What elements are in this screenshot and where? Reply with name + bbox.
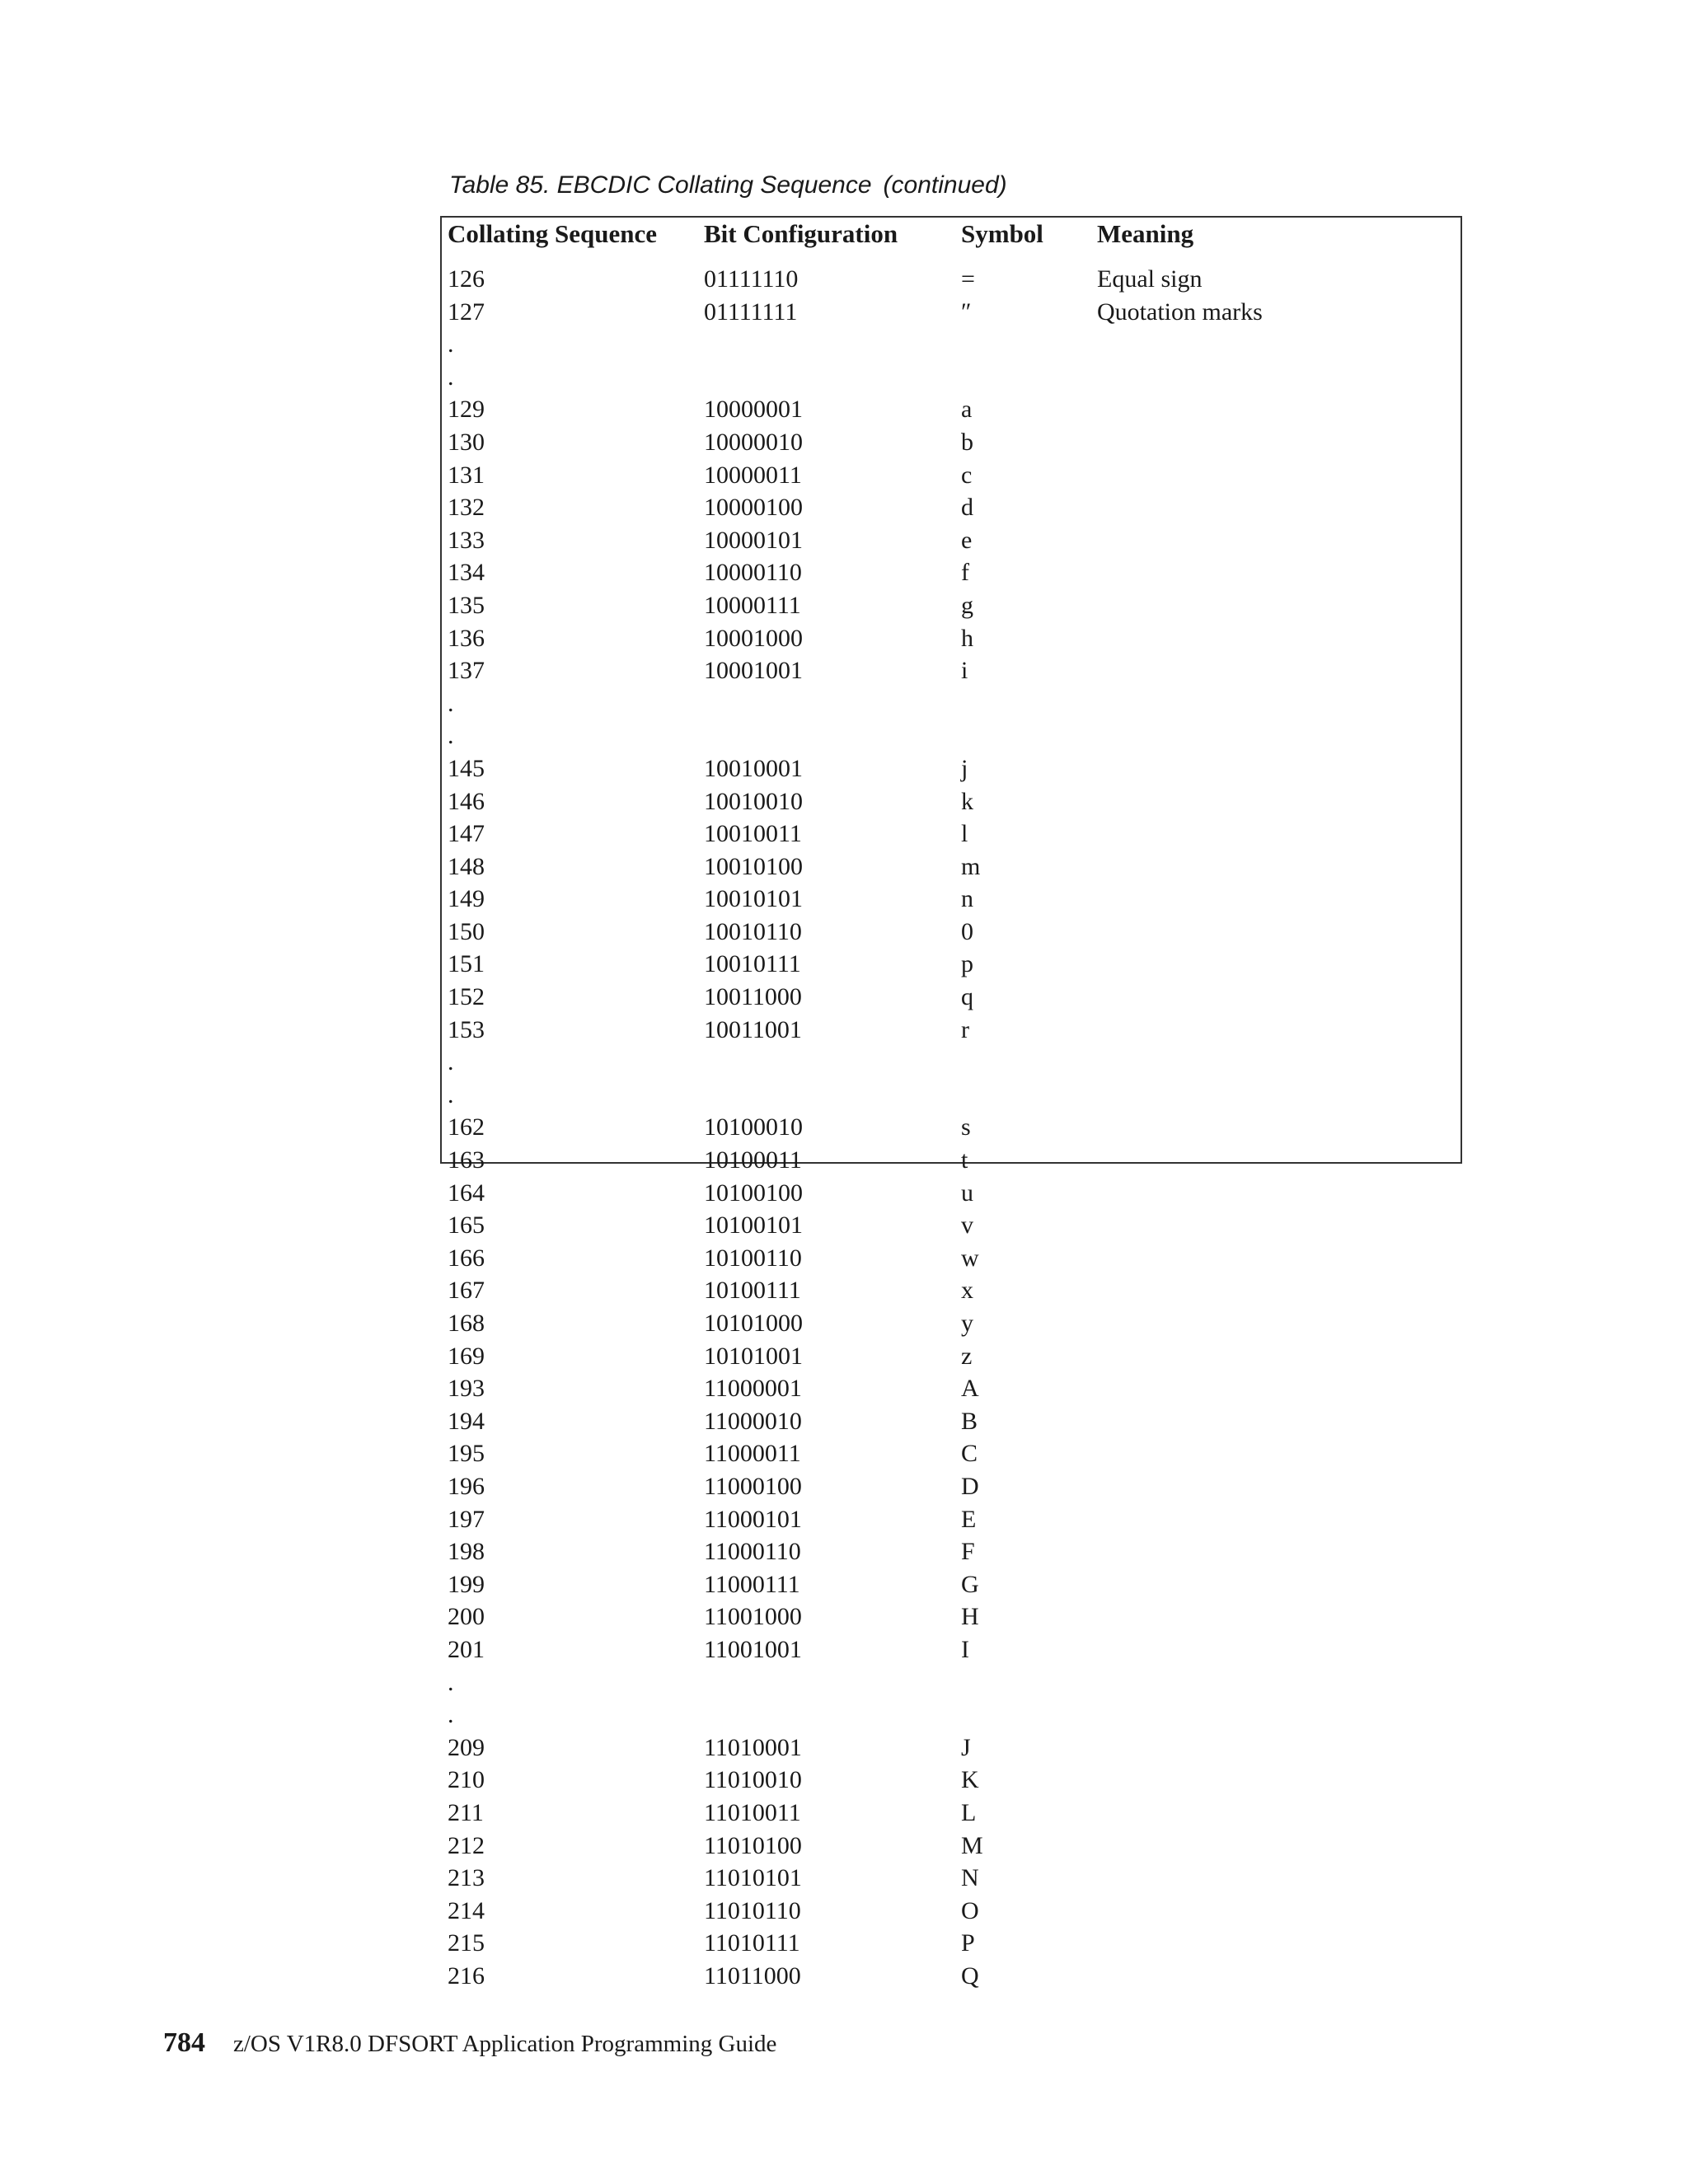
cell-bit-configuration: 10010010 (704, 787, 803, 815)
cell-collating-sequence: 132 (448, 494, 485, 522)
table-header-row (442, 218, 1461, 267)
table-row (442, 1862, 1461, 1895)
table-row (442, 556, 1461, 589)
cell-bit-configuration: 10010100 (704, 852, 803, 880)
cell-symbol: a (961, 396, 973, 424)
cell-symbol: e (961, 526, 973, 554)
table-row (442, 263, 1461, 296)
cell-symbol: I (961, 1635, 969, 1663)
cell-collating-sequence: 135 (448, 591, 485, 619)
cell-bit-configuration: 11010010 (704, 1766, 802, 1794)
cell-collating-sequence: 193 (448, 1375, 485, 1403)
table-row (442, 785, 1461, 818)
cell-symbol: y (961, 1310, 973, 1337)
cell-bit-configuration: 11010100 (704, 1831, 802, 1859)
table-row (442, 1470, 1461, 1503)
cell-collating-sequence: 152 (448, 983, 485, 1011)
cell-bit-configuration: 11000110 (704, 1538, 801, 1566)
table-row (442, 1895, 1461, 1928)
cell-symbol: q (961, 983, 973, 1011)
table-row (442, 1372, 1461, 1405)
collating-sequence-table (440, 216, 1462, 1990)
cell-collating-sequence: 145 (448, 754, 485, 782)
cell-bit-configuration: 11000100 (704, 1472, 802, 1500)
cell-bit-configuration: 10011001 (704, 1015, 802, 1043)
table-row (442, 752, 1461, 785)
table-row (442, 1732, 1461, 1765)
cell-collating-sequence: 137 (448, 657, 485, 685)
header-collating-sequence: Collating Sequence (448, 219, 658, 248)
cell-symbol: h (961, 624, 973, 652)
cell-bit-configuration: 10101000 (704, 1310, 803, 1337)
cell-collating-sequence: 212 (448, 1831, 485, 1859)
cell-symbol: = (961, 265, 975, 293)
cell-bit-configuration: 10100111 (704, 1277, 801, 1305)
cell-symbol: C (961, 1440, 978, 1468)
cell-collating-sequence: . (448, 330, 454, 359)
cell-collating-sequence: 215 (448, 1929, 485, 1957)
table-caption-continued: (continued) (883, 171, 1007, 199)
cell-collating-sequence: 169 (448, 1342, 485, 1370)
cell-symbol: t (961, 1146, 968, 1174)
cell-collating-sequence: 213 (448, 1864, 485, 1892)
cell-symbol: L (961, 1798, 977, 1826)
table-row (442, 1405, 1461, 1438)
cell-bit-configuration: 10100100 (704, 1179, 803, 1207)
cell-bit-configuration: 11001001 (704, 1635, 802, 1663)
cell-collating-sequence: 127 (448, 298, 485, 326)
cell-collating-sequence: 126 (448, 265, 485, 293)
cell-bit-configuration: 10101001 (704, 1342, 803, 1370)
cell-bit-configuration: 11011000 (704, 1961, 801, 1990)
table-row (442, 851, 1461, 883)
cell-collating-sequence: 194 (448, 1407, 485, 1435)
cell-bit-configuration: 01111111 (704, 298, 798, 326)
cell-collating-sequence: 153 (448, 1015, 485, 1043)
cell-bit-configuration: 11010101 (704, 1864, 802, 1892)
cell-symbol: P (961, 1929, 975, 1957)
table-row (442, 883, 1461, 916)
table-row (442, 589, 1461, 622)
cell-bit-configuration: 11000111 (704, 1570, 800, 1598)
cell-symbol: E (961, 1505, 977, 1533)
cell-collating-sequence: 164 (448, 1179, 485, 1207)
table-row (442, 1274, 1461, 1307)
table-row (442, 654, 1461, 687)
table-row (442, 1601, 1461, 1633)
cell-collating-sequence: . (448, 1668, 454, 1696)
cell-symbol: l (961, 820, 968, 848)
cell-bit-configuration: 10000100 (704, 494, 803, 522)
table-row (442, 393, 1461, 426)
table-row (442, 1797, 1461, 1830)
table-body (442, 263, 1461, 1992)
cell-symbol: m (961, 852, 981, 880)
cell-symbol: f (961, 559, 969, 587)
cell-collating-sequence: 148 (448, 852, 485, 880)
cell-symbol: k (961, 787, 973, 815)
cell-collating-sequence: 197 (448, 1505, 485, 1533)
table-row (442, 426, 1461, 459)
cell-symbol: Q (961, 1961, 979, 1990)
cell-bit-configuration: 10100010 (704, 1113, 803, 1141)
cell-symbol: r (961, 1015, 969, 1043)
cell-bit-configuration: 10100101 (704, 1212, 803, 1240)
cell-symbol: b (961, 428, 973, 456)
cell-collating-sequence: 216 (448, 1961, 485, 1990)
table-row (442, 1014, 1461, 1047)
cell-bit-configuration: 10100011 (704, 1146, 802, 1174)
table-row (442, 981, 1461, 1014)
cell-symbol: H (961, 1603, 979, 1631)
table-row (442, 1535, 1461, 1568)
cell-collating-sequence: . (448, 722, 454, 750)
cell-symbol: s (961, 1113, 971, 1141)
cell-collating-sequence: 129 (448, 396, 485, 424)
table-row (442, 1046, 1461, 1079)
cell-collating-sequence: 214 (448, 1896, 485, 1924)
cell-symbol: z (961, 1342, 973, 1370)
cell-bit-configuration: 11000101 (704, 1505, 802, 1533)
cell-symbol: j (961, 754, 968, 782)
cell-bit-configuration: 11000001 (704, 1375, 802, 1403)
cell-bit-configuration: 10000010 (704, 428, 803, 456)
cell-symbol: A (961, 1375, 979, 1403)
cell-collating-sequence: 149 (448, 885, 485, 913)
cell-collating-sequence: 136 (448, 624, 485, 652)
table-row (442, 1307, 1461, 1340)
cell-bit-configuration: 10000101 (704, 526, 803, 554)
cell-collating-sequence: 210 (448, 1766, 485, 1794)
cell-collating-sequence: 168 (448, 1310, 485, 1337)
table-row (442, 1437, 1461, 1470)
table-row (442, 1927, 1461, 1960)
cell-bit-configuration: 11010111 (704, 1929, 800, 1957)
cell-meaning: Equal sign (1097, 265, 1203, 293)
cell-symbol: i (961, 657, 968, 685)
cell-bit-configuration: 10100110 (704, 1244, 802, 1272)
table-row (442, 1764, 1461, 1797)
cell-collating-sequence: 163 (448, 1146, 485, 1174)
cell-symbol: c (961, 461, 973, 489)
table-row (442, 622, 1461, 655)
cell-collating-sequence: . (448, 363, 454, 391)
cell-bit-configuration: 11000010 (704, 1407, 802, 1435)
table-row (442, 1503, 1461, 1536)
cell-collating-sequence: 147 (448, 820, 485, 848)
table-row (442, 1209, 1461, 1242)
cell-collating-sequence: 130 (448, 428, 485, 456)
cell-collating-sequence: 150 (448, 917, 485, 945)
cell-symbol: v (961, 1212, 973, 1240)
header-meaning: Meaning (1097, 219, 1194, 248)
table-row (442, 818, 1461, 851)
cell-bit-configuration: 11010011 (704, 1798, 801, 1826)
cell-collating-sequence: 196 (448, 1472, 485, 1500)
cell-symbol: B (961, 1407, 978, 1435)
table-row (442, 687, 1461, 720)
cell-collating-sequence: . (448, 1080, 454, 1108)
cell-collating-sequence: . (448, 1048, 454, 1076)
table-row (442, 1079, 1461, 1112)
cell-symbol: g (961, 591, 973, 619)
cell-bit-configuration: 10010001 (704, 754, 803, 782)
cell-symbol: ″ (961, 298, 972, 326)
cell-collating-sequence: 133 (448, 526, 485, 554)
cell-collating-sequence: 200 (448, 1603, 485, 1631)
table-row (442, 1144, 1461, 1177)
cell-bit-configuration: 10000011 (704, 461, 802, 489)
cell-collating-sequence: 195 (448, 1440, 485, 1468)
cell-symbol: x (961, 1277, 973, 1305)
cell-symbol: N (961, 1864, 979, 1892)
cell-bit-configuration: 11010001 (704, 1733, 802, 1761)
cell-bit-configuration: 10000001 (704, 396, 803, 424)
table-caption-title: Table 85. EBCDIC Collating Sequence (449, 171, 872, 199)
cell-collating-sequence: 162 (448, 1113, 485, 1141)
cell-bit-configuration: 10010011 (704, 820, 802, 848)
cell-collating-sequence: 131 (448, 461, 485, 489)
cell-bit-configuration: 10000111 (704, 591, 801, 619)
page-number: 784 (163, 2027, 205, 2058)
cell-collating-sequence: 134 (448, 559, 485, 587)
table-row (442, 524, 1461, 557)
cell-symbol: D (961, 1472, 979, 1500)
cell-symbol: d (961, 494, 973, 522)
table-row (442, 328, 1461, 361)
cell-symbol: w (961, 1244, 979, 1272)
table-row (442, 459, 1461, 492)
cell-bit-configuration: 11001000 (704, 1603, 802, 1631)
table-row (442, 361, 1461, 394)
table-row (442, 1568, 1461, 1601)
cell-collating-sequence: 166 (448, 1244, 485, 1272)
table-row (442, 1633, 1461, 1666)
cell-symbol: n (961, 885, 973, 913)
table-row (442, 1111, 1461, 1144)
cell-meaning: Quotation marks (1097, 298, 1263, 326)
table-row (442, 719, 1461, 752)
cell-bit-configuration: 01111110 (704, 265, 799, 293)
cell-collating-sequence: 151 (448, 950, 485, 978)
cell-collating-sequence: 167 (448, 1277, 485, 1305)
cell-collating-sequence: 199 (448, 1570, 485, 1598)
table-row (442, 916, 1461, 949)
table-row (442, 1699, 1461, 1732)
cell-symbol: G (961, 1570, 979, 1598)
table-caption (449, 171, 1007, 199)
cell-collating-sequence: 201 (448, 1635, 485, 1663)
table-row (442, 491, 1461, 524)
cell-bit-configuration: 10000110 (704, 559, 802, 587)
cell-symbol: p (961, 950, 973, 978)
cell-collating-sequence: . (448, 1701, 454, 1729)
table-row (442, 948, 1461, 981)
book-title: z/OS V1R8.0 DFSORT Application Programming Guide (233, 2031, 777, 2057)
cell-symbol: O (961, 1896, 979, 1924)
header-symbol: Symbol (961, 219, 1043, 248)
cell-symbol: K (961, 1766, 979, 1794)
table-row (442, 296, 1461, 329)
cell-bit-configuration: 10001000 (704, 624, 803, 652)
cell-symbol: J (961, 1733, 971, 1761)
cell-symbol: 0 (961, 917, 973, 945)
cell-collating-sequence: 211 (448, 1798, 484, 1826)
table-row (442, 1830, 1461, 1863)
cell-bit-configuration: 10010111 (704, 950, 801, 978)
cell-collating-sequence: 198 (448, 1538, 485, 1566)
header-bit-configuration: Bit Configuration (704, 219, 898, 248)
cell-bit-configuration: 10010101 (704, 885, 803, 913)
cell-bit-configuration: 11000011 (704, 1440, 801, 1468)
table-row (442, 1666, 1461, 1699)
cell-collating-sequence: . (448, 689, 454, 717)
cell-collating-sequence: 146 (448, 787, 485, 815)
cell-collating-sequence: 165 (448, 1212, 485, 1240)
table-row (442, 1960, 1461, 1993)
cell-symbol: M (961, 1831, 983, 1859)
cell-symbol: u (961, 1179, 973, 1207)
cell-bit-configuration: 11010110 (704, 1896, 801, 1924)
table-row (442, 1177, 1461, 1210)
table-row (442, 1340, 1461, 1373)
page-footer (163, 2027, 776, 2059)
cell-symbol: F (961, 1538, 975, 1566)
cell-collating-sequence: 209 (448, 1733, 485, 1761)
cell-bit-configuration: 10001001 (704, 657, 803, 685)
table-row (442, 1242, 1461, 1275)
cell-bit-configuration: 10011000 (704, 983, 802, 1011)
cell-bit-configuration: 10010110 (704, 917, 802, 945)
